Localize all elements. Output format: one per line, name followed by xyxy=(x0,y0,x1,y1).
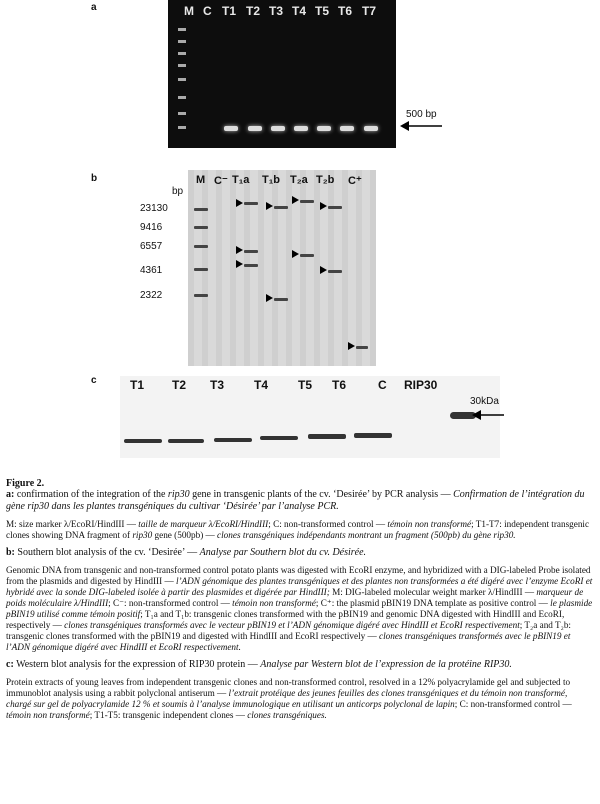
caption-text: rip30 xyxy=(167,489,190,501)
bp-value: 9416 xyxy=(140,222,163,233)
caption-text: ; C⁻: non-transformed control — xyxy=(108,598,233,609)
lane-label: T₂a xyxy=(290,174,308,186)
arrow-icon xyxy=(320,202,327,210)
lane-label: T1 xyxy=(222,4,237,18)
caption-b-label: b: xyxy=(6,547,15,559)
lane-label: RIP30 xyxy=(404,378,438,392)
figure-title: Figure 2. xyxy=(6,478,45,489)
caption-a-label: a: xyxy=(6,489,15,501)
caption-text-fr: clones transgéniques transformés avec le vecteur pBIN19 et l’ADN génomique digéré avec HindIII et EcoRI respectivement xyxy=(64,620,520,631)
panel-a-letter: a xyxy=(91,2,97,13)
caption-text-fr: Analyse par Western blot de l’expression de la protéine RIP30. xyxy=(260,659,512,671)
left-arrow-icon xyxy=(472,409,506,421)
arrow-icon xyxy=(266,202,273,210)
arrow-icon xyxy=(348,342,355,350)
ladder-band xyxy=(194,294,208,297)
bp-value: 4361 xyxy=(140,265,163,276)
ladder-band xyxy=(178,126,186,129)
blot-band xyxy=(274,206,288,209)
caption-text-fr: clones transgéniques indépendants montrant un fragment (500pb) du gène rip30. xyxy=(217,530,516,541)
western-band xyxy=(260,436,298,440)
blot-band xyxy=(328,270,342,273)
pcr-band xyxy=(340,126,354,131)
pcr-band xyxy=(294,126,308,131)
caption-text: M: size marker λ/EcoRI/HindIII — xyxy=(6,519,139,530)
caption-text-fr: taille de marqueur λ/EcoRI/HindIII xyxy=(138,519,269,530)
western-band xyxy=(124,439,162,443)
lane-label: M xyxy=(184,4,194,18)
marker-30kda-label: 30kDa xyxy=(470,396,499,407)
lane-label: T6 xyxy=(338,4,353,18)
caption-text-fr: marqueur de poids moléculaire λ/HindIII xyxy=(6,587,584,609)
lane-label: C⁺ xyxy=(348,175,362,187)
arrow-icon xyxy=(236,199,243,207)
caption-text: ; C: non-transformed control — xyxy=(268,519,388,530)
caption-text-fr: témoin non transformé xyxy=(232,598,316,609)
ladder-band xyxy=(194,268,208,271)
arrow-icon xyxy=(236,246,243,254)
caption-text-fr: témoin non transformé xyxy=(387,519,472,530)
lane-label: T₁b xyxy=(262,174,280,186)
caption-text-fr: Confirmation de l’intégration du gène rip30 dans les plantes transgéniques du cultivar ‘Désirée’ par l’analyse PCR. xyxy=(6,489,585,513)
lane-label: C xyxy=(378,378,387,392)
bp-header: bp xyxy=(172,186,184,197)
blot-band xyxy=(356,346,368,349)
lane-label: T₁a xyxy=(232,174,250,186)
lane-label: T4 xyxy=(292,4,307,18)
southern-blot-image xyxy=(188,170,376,366)
lane-label: T5 xyxy=(315,4,330,18)
western-blot-image xyxy=(120,376,500,458)
caption-text: M: DIG-labeled molecular weight marker λ/HindIII — xyxy=(329,587,537,598)
pcr-band xyxy=(224,126,238,131)
caption-text: Genomic DNA from transgenic and non-transformed control potato plants was digested with EcoRI enzyme, and hybridized with a DIG-labeled Probe isolated from the plasmids and digested by HindIII — xyxy=(6,565,591,587)
arrow-icon xyxy=(320,266,327,274)
ladder-band xyxy=(194,245,208,248)
lane-label: T3 xyxy=(269,4,284,18)
marker-500bp-label: 500 bp xyxy=(406,109,437,120)
lane-label: T7 xyxy=(362,4,377,18)
pcr-band xyxy=(271,126,285,131)
ladder-band xyxy=(194,208,208,211)
arrow-icon xyxy=(292,250,299,258)
lane-label: C xyxy=(203,4,212,18)
lane-label: T5 xyxy=(298,378,313,392)
lane-label: T1 xyxy=(130,378,145,392)
pcr-band xyxy=(248,126,262,131)
blot-band xyxy=(244,264,258,267)
caption-text: rip30 xyxy=(132,530,153,541)
caption-text: Protein extracts of young leaves from independent transgenic clones and non-transformed control, resolved in a 12% polyacrylamide gel and subjected to immunoblot analysis using a rabbit polyclonal antiserum — xyxy=(6,677,571,699)
ladder-band xyxy=(178,96,186,99)
ladder-band xyxy=(178,28,186,31)
pcr-band xyxy=(364,126,378,131)
caption-text-fr: le plasmide pBIN19 utilisé comme témoin positif xyxy=(6,598,593,620)
ladder-band xyxy=(194,226,208,229)
western-band xyxy=(354,433,392,438)
western-band xyxy=(308,434,346,439)
lane-label: T2 xyxy=(246,4,261,18)
blot-band xyxy=(300,254,314,257)
ladder-band xyxy=(178,64,186,67)
caption-text: ; C: non-transformed control — xyxy=(454,699,572,710)
ladder-band xyxy=(178,40,186,43)
caption-text-fr: l’extrait protéique des jeunes feuilles des clones transgéniques et du témoin non transformé, chargé sur gel de polyacrylamide 12 % et soumis à l’analyse immunologique en utilisant un anticorps polyclonal de lapin xyxy=(6,688,568,710)
lane-label: T₂b xyxy=(316,174,335,186)
lane-label: T4 xyxy=(254,378,269,392)
caption-text-fr: témoin non transformé xyxy=(6,710,90,721)
ladder-band xyxy=(178,78,186,81)
lane-label: C⁻ xyxy=(214,175,228,187)
ladder-band xyxy=(178,112,186,115)
caption-text: Western blot analysis for the expression of RIP30 protein — xyxy=(13,659,261,671)
caption-text: confirmation of the integration of the xyxy=(14,489,168,501)
lane-label: M xyxy=(196,174,206,186)
blot-band xyxy=(274,298,288,301)
arrow-icon xyxy=(292,196,299,204)
ladder-band xyxy=(178,52,186,55)
pcr-band xyxy=(317,126,331,131)
caption-text: gene in transgenic plants of the cv. ‘Desirée’ by PCR analysis — xyxy=(189,489,454,501)
bp-value: 23130 xyxy=(140,203,168,214)
caption-text-fr: clones transgéniques transformés avec le pBIN19 et l’ADN génomique digéré avec HindIII et EcoRI respectivement. xyxy=(6,631,571,653)
caption-text: Southern blot analysis of the cv. ‘Desirée’ — xyxy=(14,547,200,559)
blot-band xyxy=(300,200,314,203)
western-band xyxy=(214,438,252,442)
blot-band xyxy=(244,250,258,253)
bp-value: 6557 xyxy=(140,241,163,252)
caption-text-fr: l’ADN génomique des plantes transgéniques et des plantes non transformées a été digéré avec l’enzyme EcoRI et hybridé avec la sonde DIG-labeled isolée à partir des plasmides et digérée par HindIII; xyxy=(6,576,593,598)
blot-band xyxy=(328,206,342,209)
figure-caption xyxy=(6,478,594,721)
pcr-gel-image xyxy=(168,0,396,148)
caption-text: ; C⁺: the plasmid pBIN19 DNA template as positive control — xyxy=(315,598,551,609)
bp-value: 2322 xyxy=(140,290,163,301)
panel-c-letter: c xyxy=(91,375,97,386)
arrow-icon xyxy=(266,294,273,302)
caption-text-fr: Analyse par Southern blot du cv. Désirée. xyxy=(199,547,367,559)
caption-text-fr: clones transgéniques. xyxy=(247,710,327,721)
western-band xyxy=(168,439,204,443)
caption-c-label: c: xyxy=(6,659,14,671)
caption-text: gene (500pb) — xyxy=(152,530,218,541)
caption-text: ; T1-T5: transgenic independent clones — xyxy=(89,710,248,721)
arrow-icon xyxy=(236,260,243,268)
caption-text: ; T₂a and T₂b: transgenic clones transformed with the pBIN19 and digested with HindIII and EcoRI respectively — xyxy=(6,620,571,642)
lane-label: T3 xyxy=(210,378,225,392)
left-arrow-icon xyxy=(400,120,444,132)
lane-label: T2 xyxy=(172,378,187,392)
lane-label: T6 xyxy=(332,378,347,392)
caption-text: ; T₁a and T₁b: transgenic clones transformed with the pBIN19 and genomic DNA digested with HindIII and EcoRI, respectively — xyxy=(6,609,565,631)
blot-band xyxy=(244,202,258,205)
caption-text: ; T1-T7: independent transgenic clones showing DNA fragment of xyxy=(6,519,590,541)
panel-b-letter: b xyxy=(91,173,98,184)
